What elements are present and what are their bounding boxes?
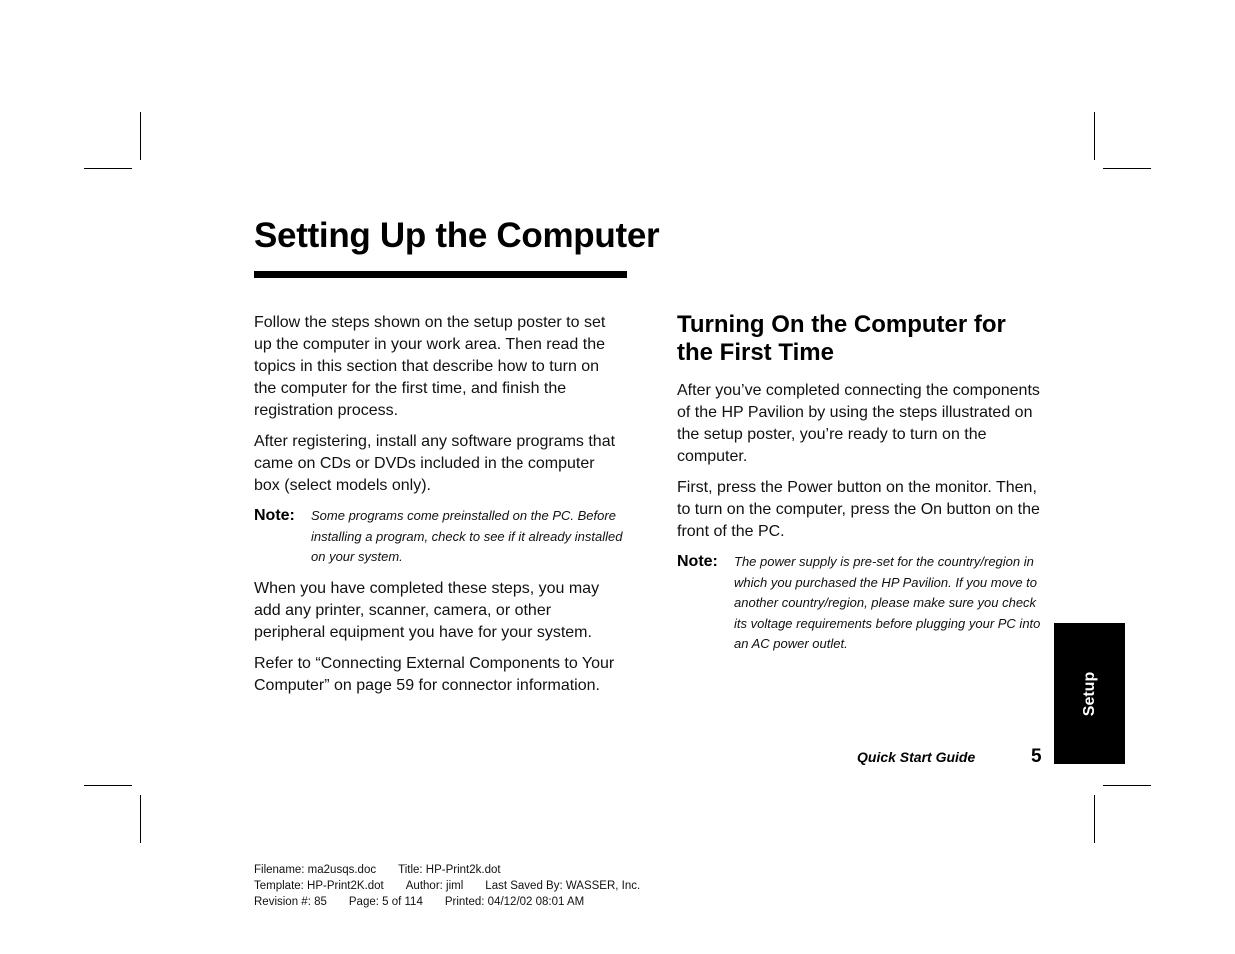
preinstalled-note (254, 506, 624, 568)
metadata-row (254, 878, 662, 894)
crop-mark-bottom-right-horizontal (1103, 785, 1151, 786)
title-rule (254, 271, 627, 278)
meta-page: Page: 5 of 114 (348, 896, 423, 908)
intro-paragraph: Follow the steps shown on the setup poster to set up the computer in your work area. Then read the topics in this section that describe how to turn on the computer for the first time, and finish the registration process. (254, 314, 606, 419)
document-metadata (254, 862, 662, 910)
section-side-tab (1054, 623, 1125, 764)
section-heading: Turning On the Computer for the First Time (677, 311, 1006, 366)
meta-filename: Filename: ma2usqs.doc (254, 864, 377, 876)
right-column (677, 311, 1045, 665)
crop-mark-bottom-right-vertical (1094, 795, 1095, 843)
page-title: Setting Up the Computer (254, 216, 660, 255)
software-paragraph: After registering, install any software programs that came on CDs or DVDs included in the computer box (select models only). (254, 433, 616, 494)
meta-template: Template: HP-Print2K.dot (254, 880, 384, 892)
meta-author: Author: jiml (405, 880, 464, 892)
crop-mark-bottom-left-horizontal (84, 785, 132, 786)
meta-title: Title: HP-Print2k.dot (398, 864, 501, 876)
setup-complete-paragraph: After you’ve completed connecting the components of the HP Pavilion by using the steps illustrated on the setup poster, you’re ready to turn on the computer. (677, 382, 1040, 465)
peripherals-paragraph: When you have completed these steps, you may add any printer, scanner, camera, or other peripheral equipment you have for your system. (254, 579, 600, 641)
metadata-row (254, 862, 662, 878)
note-text: The power supply is pre-set for the country/region in which you purchased the HP Pavilion. If you move to another country/region, please make sure you check its voltage requirements before plugging your PC into an AC power outlet. (734, 554, 1041, 651)
crop-mark-top-left-horizontal (84, 168, 132, 169)
metadata-row (254, 894, 662, 910)
crop-mark-bottom-left-vertical (140, 795, 141, 843)
meta-printed: Printed: 04/12/02 08:01 AM (444, 896, 585, 908)
power-supply-note (677, 552, 1045, 655)
meta-last-saved: Last Saved By: WASSER, Inc. (485, 880, 641, 892)
footer-guide-title: Quick Start Guide (857, 749, 976, 765)
crop-mark-top-right-vertical (1094, 112, 1095, 160)
crop-mark-top-left-vertical (140, 112, 141, 160)
meta-revision: Revision #: 85 (254, 896, 327, 908)
left-column (254, 312, 624, 706)
note-text: Some programs come preinstalled on the PC. Before installing a program, check to see if it already installed on your system. (311, 508, 623, 564)
reference-paragraph: Refer to “Connecting External Components to Your Computer” on page 59 for connector information. (254, 654, 615, 694)
footer-page-number: 5 (1031, 746, 1042, 767)
note-label: Note: (677, 553, 718, 570)
power-on-paragraph: First, press the Power button on the monitor. Then, to turn on the computer, press the On button on the front of the PC. (677, 479, 1040, 540)
crop-mark-top-right-horizontal (1103, 168, 1151, 169)
note-label: Note: (254, 507, 295, 524)
side-tab-label: Setup (1080, 671, 1098, 716)
